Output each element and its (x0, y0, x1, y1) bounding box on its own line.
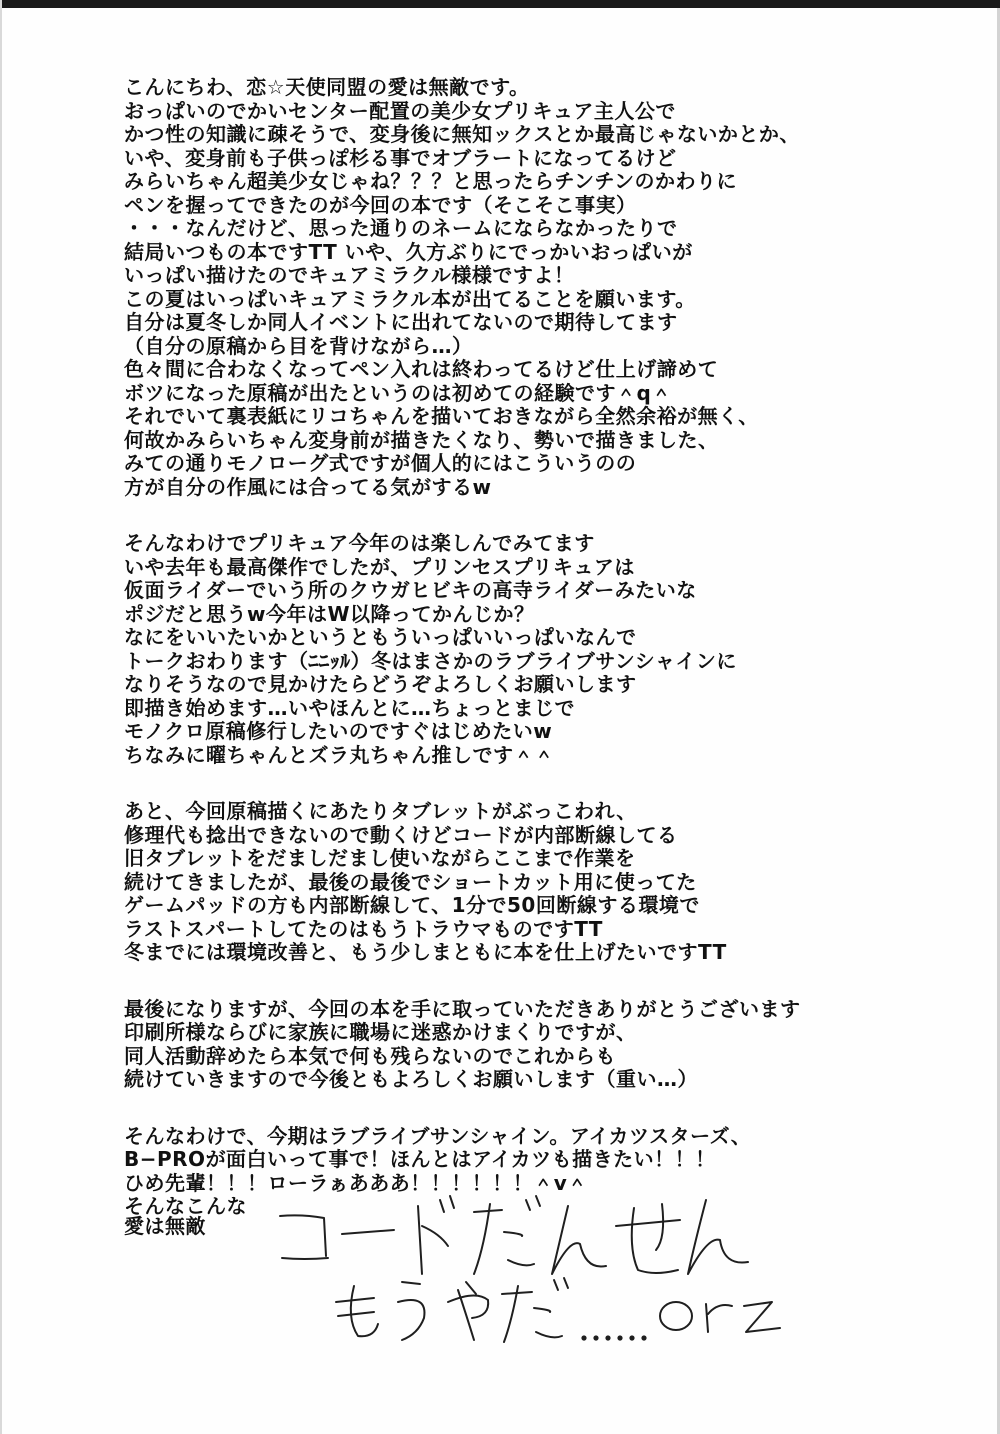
text-line: ポジだと思うw今年はW以降ってかんじか？ (124, 602, 535, 626)
text-line: 印刷所様ならびに家族に職場に迷惑かけまくりですが、 (124, 1021, 637, 1044)
text-line: 冬までには環境改善と、もう少しまともに本を仕上げたいですTT (124, 941, 727, 964)
text-line: そんなわけで、今期はラブライブサンシャイン。アイカツスターズ、 (124, 1124, 752, 1148)
text-line: 続けてきましたが、最後の最後でショートカット用に使ってた (124, 870, 697, 894)
text-line: ゲームパッドの方も内部断線して、1分で50回断線する環境で (124, 894, 700, 917)
text-line: ちなみに曜ちゃんとズラ丸ちゃん推しです＾＾ (124, 743, 555, 767)
text-line: 何故かみらいちゃん変身前が描きたくなり、勢いで描きました、 (124, 428, 719, 452)
text-line: みらいちゃん超美少女じゃね？？？と思ったらチンチンのかわりに (124, 170, 737, 193)
text-line: 方が自分の作風には合ってる気がするw (124, 475, 492, 499)
text-line: かつ性の知識に疎そうで、変身後に無知ックスとか最高じゃないかとか、 (124, 123, 800, 146)
text-line: 続けていきますので今後ともよろしくお願いします（重い…） (124, 1068, 698, 1091)
text-line: おっぱいのでかいセンター配置の美少女プリキュア主人公で (124, 99, 676, 123)
paragraph-tablet (124, 800, 934, 965)
paragraph-intro (124, 76, 934, 499)
text-line: いっぱい描けたのでキュアミラクル様様ですよ！ (124, 264, 575, 287)
text-line: そんなわけでプリキュア今年のは楽しんでみてます (124, 532, 595, 555)
text-line: 自分は夏冬しか同人イベントに出れてないので期待してます (124, 311, 678, 334)
text-line: モノクロ原稿修行したいのですぐはじめたいw (124, 720, 553, 743)
afterword-text (124, 76, 934, 1252)
paragraph-precure (124, 532, 934, 767)
text-line: 旧タブレットをだましだまし使いながらここまで作業を (124, 847, 636, 870)
text-line: 同人活動辞めたら本気で何も残らないのでこれからも (124, 1044, 616, 1068)
handwritten-note (262, 1178, 872, 1348)
text-line: 結局いつもの本ですTT いや、久方ぶりにでっかいおっぱいが (124, 240, 693, 264)
text-line: なりそうなので見かけたらどうぞよろしくお願いします (124, 673, 637, 696)
text-line: 最後になりますが、今回の本を手に取っていただきありがとうございます (124, 997, 801, 1021)
text-line: そんなこんな (124, 1195, 247, 1218)
handwritten-line-1 (280, 1196, 748, 1274)
scan-top-edge (2, 0, 1000, 8)
text-line: こんにちわ、恋☆天使同盟の愛は無敵です。 (124, 76, 530, 99)
signature: 愛は無敵 (124, 1214, 206, 1238)
text-line: 色々間に合わなくなってペン入れは終わってるけど仕上げ諦めて (124, 358, 719, 381)
text-line: それでいて裏表紙にリコちゃんを描いておきながら全然余裕が無く、 (124, 405, 759, 428)
text-line: ・・・なんだけど、思った通りのネームにならなかったりで (124, 217, 678, 240)
handwritten-line-2 (336, 1278, 780, 1342)
paragraph-thanks (124, 998, 934, 1092)
text-line: ひめ先輩！！！ローラぁあああ！！！！！！＾v＾ (124, 1171, 588, 1195)
text-line: ペンを握ってできたのが今回の本です（そこそこ事実） (124, 193, 637, 217)
text-line: トークおわります（ﾆﾆｯﾙ）冬はまさかのラブライブサンシャインに (124, 649, 737, 673)
text-line: 仮面ライダーでいう所のクウガヒビキの高寺ライダーみたいな (124, 579, 697, 602)
text-line: ボツになった原稿が出たというのは初めての経験です＾q＾ (124, 381, 672, 405)
text-line: 即描き始めます…いやほんとに…ちょっとまじで (124, 696, 575, 720)
text-line: みての通りモノローグ式ですが個人的にはこういうのの (124, 452, 637, 475)
text-line: この夏はいっぱいキュアミラクル本が出てることを願います。 (124, 287, 696, 311)
text-line: いや去年も最高傑作でしたが、プリンセスプリキュアは (124, 555, 635, 579)
text-line: あと、今回原稿描くにあたりタブレットがぶっこわれ、 (124, 800, 637, 823)
text-line: ラストスパートしてたのはもうトラウマものですTT (124, 917, 603, 941)
text-line: いや、変身前も子供っぽ杉る事でオブラートになってるけど (124, 146, 677, 170)
text-line: B−PROが面白いって事で！ほんとはアイカツも描きたい！！！ (124, 1148, 716, 1171)
text-line: （自分の原稿から目を背けながら…） (124, 334, 473, 358)
text-line: 修理代も捻出できないので動くけどコードが内部断線してる (124, 823, 678, 847)
text-line: なにをいいたいかというともういっぱいいっぱいなんで (124, 626, 637, 649)
